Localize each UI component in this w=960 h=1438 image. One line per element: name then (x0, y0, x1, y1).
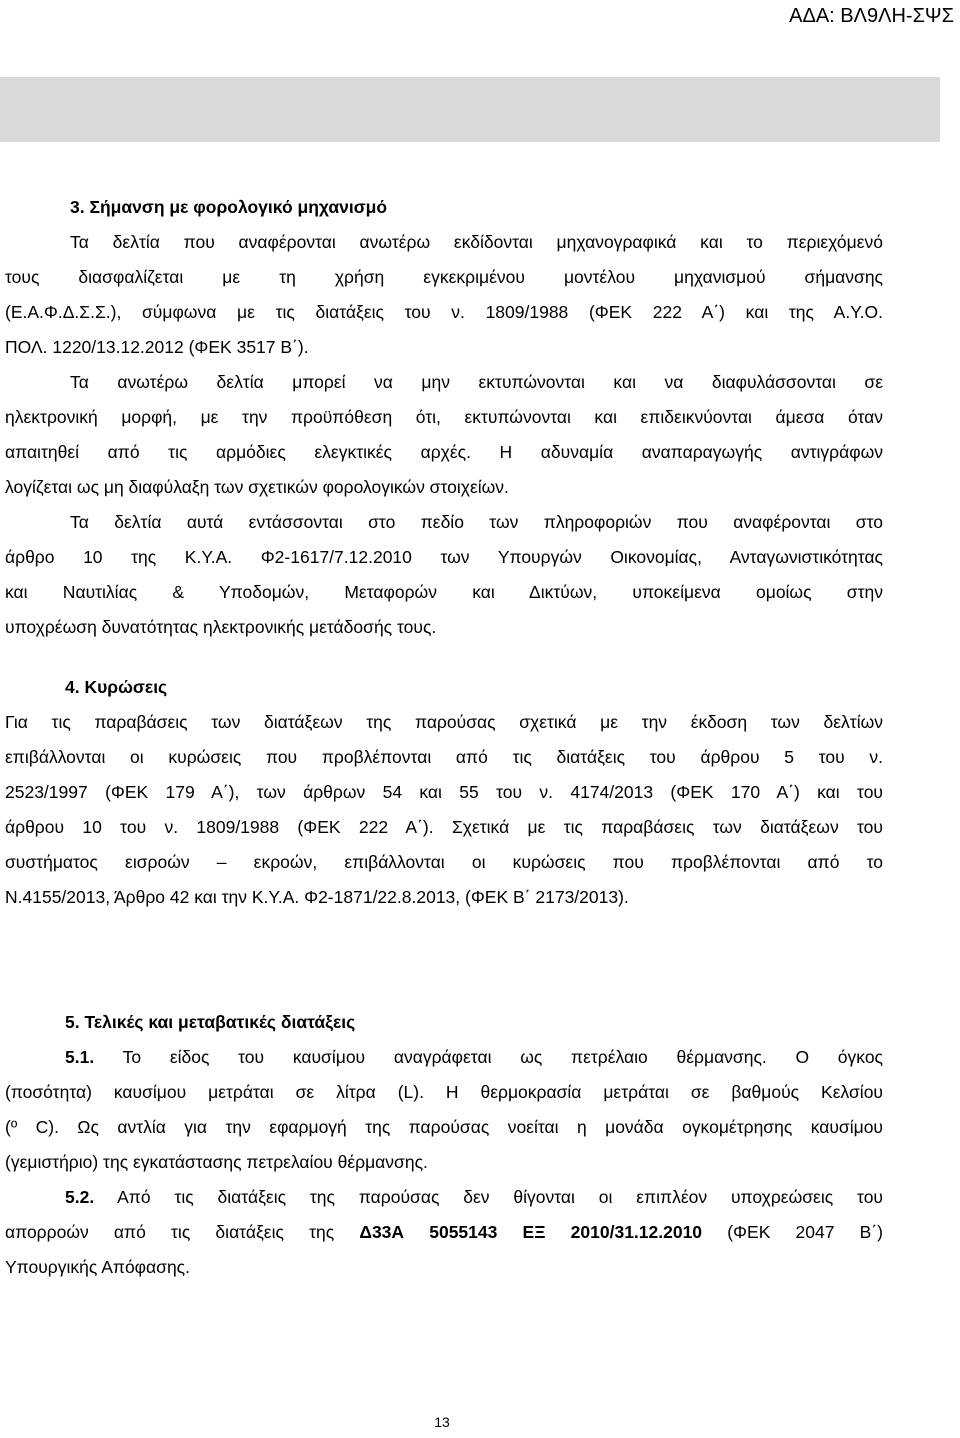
s5-p2-line-1 (5, 1180, 883, 1215)
s3-line-8: λογίζεται ως μη διαφύλαξη των σχετικών φορολογικών στοιχείων. (5, 477, 509, 497)
s5-p1-line-3: (º C). Ως αντλία για την εφαρμογή της παρούσας νοείται η μονάδα ογκομέτρησης καυσίμου (5, 1117, 883, 1137)
ada-code: ΑΔΑ: ΒΛ9ΛΗ-ΣΨΣ (789, 5, 954, 27)
s3-line-4: ΠΟΛ. 1220/13.12.2012 (ΦΕΚ 3517 Β΄). (5, 337, 309, 357)
section-4-heading (5, 670, 883, 705)
document-body (5, 190, 883, 1285)
s3-line-9: Τα δελτία αυτά εντάσσονται στο πεδίο των πληροφοριών που αναφέρονται στο (70, 512, 883, 532)
s5-p2-line-3: Υπουργικής Απόφασης. (5, 1257, 190, 1277)
section-4-title: Κυρώσεις (84, 677, 168, 697)
s3-line-2: τους διασφαλίζεται με τη χρήση εγκεκριμένου μοντέλου μηχανισμού σήμανσης (5, 267, 883, 287)
s3-line-12: υποχρέωση δυνατότητας ηλεκτρονικής μετάδοσής τους. (5, 617, 437, 637)
s5-p2-text-2b: (ΦΕΚ 2047 Β΄) (702, 1222, 883, 1242)
s3-line-1: Τα δελτία που αναφέρονται ανωτέρω εκδίδονται μηχανογραφικά και το περιεχόμενό (70, 232, 883, 252)
s5-p2-line-2 (5, 1215, 883, 1250)
gray-banner (0, 77, 940, 142)
page-number: 13 (434, 1414, 450, 1430)
s5-p1-line-4: (γεμιστήριο) της εγκατάστασης πετρελαίου θέρμανσης. (5, 1152, 428, 1172)
s3-line-7: απαιτηθεί από τις αρμόδιες ελεγκτικές αρχές. Η αδυναμία αναπαραγωγής αντιγράφων (5, 442, 883, 462)
section-5-heading: 5. Τελικές και μεταβατικές διατάξεις (65, 1012, 356, 1032)
s5-p1-line-1 (5, 1040, 883, 1075)
s4-line-4: άρθρου 10 του ν. 1809/1988 (ΦΕΚ 222 Α΄). Σχετικά με τις παραβάσεις των διατάξεων του (5, 817, 883, 837)
s4-line-2: επιβάλλονται οι κυρώσεις που προβλέπονται από τις διατάξεις του άρθρου 5 του ν. (5, 747, 883, 767)
s4-line-5: συστήματος εισροών – εκροών, επιβάλλονται οι κυρώσεις που προβλέπονται από το (5, 852, 883, 872)
s5-p1-number: 5.1. (65, 1047, 95, 1067)
s5-p1-line-2: (ποσότητα) καυσίμου μετράται σε λίτρα (L). Η θερμοκρασία μετράται σε βαθμούς Κελσίου (5, 1082, 883, 1102)
s5-p1-text-1: Το είδος του καυσίμου αναγράφεται ως πετρέλαιο θέρμανσης. Ο όγκος (122, 1047, 883, 1067)
s3-line-3: (Ε.Α.Φ.Δ.Σ.Σ.), σύμφωνα με τις διατάξεις του ν. 1809/1988 (ΦΕΚ 222 Α΄) και της Α.Υ.Ο. (5, 302, 883, 322)
section-3-heading: 3. Σήμανση με φορολογικό μηχανισμό (70, 197, 388, 217)
s5-p2-number: 5.2. (65, 1187, 95, 1207)
section-4-number: 4. (65, 677, 80, 697)
s3-line-11: και Ναυτιλίας & Υποδομών, Μεταφορών και Δικτύων, υποκείμενα ομοίως στην (5, 582, 883, 602)
s4-line-6: Ν.4155/2013, Άρθρο 42 και την Κ.Υ.Α. Φ2-1871/22.8.2013, (ΦΕΚ Β΄ 2173/2013). (5, 887, 629, 907)
spacer (5, 915, 883, 1005)
s3-line-5: Τα ανωτέρω δελτία μπορεί να μην εκτυπώνονται και να διαφυλάσσονται σε (70, 372, 883, 392)
s4-line-3: 2523/1997 (ΦΕΚ 179 Α΄), των άρθρων 54 και 55 του ν. 4174/2013 (ΦΕΚ 170 Α΄) και του (5, 782, 883, 802)
s5-p2-text-2a: απορροών από τις διατάξεις της (5, 1222, 360, 1242)
s5-p2-decision-ref: Δ33Α 5055143 ΕΞ 2010/31.12.2010 (359, 1222, 703, 1242)
spacer (5, 645, 883, 670)
s5-p2-text-1: Από τις διατάξεις της παρούσας δεν θίγονται οι επιπλέον υποχρεώσεις του (117, 1187, 883, 1207)
s3-line-10: άρθρο 10 της Κ.Υ.Α. Φ2-1617/7.12.2010 των Υπουργών Οικονομίας, Ανταγωνιστικότητας (5, 547, 883, 567)
s3-line-6: ηλεκτρονική μορφή, με την προϋπόθεση ότι, εκτυπώνονται και επιδεικνύονται άμεσα όταν (5, 407, 883, 427)
s4-line-1: Για τις παραβάσεις των διατάξεων της παρούσας σχετικά με την έκδοση των δελτίων (5, 712, 883, 732)
